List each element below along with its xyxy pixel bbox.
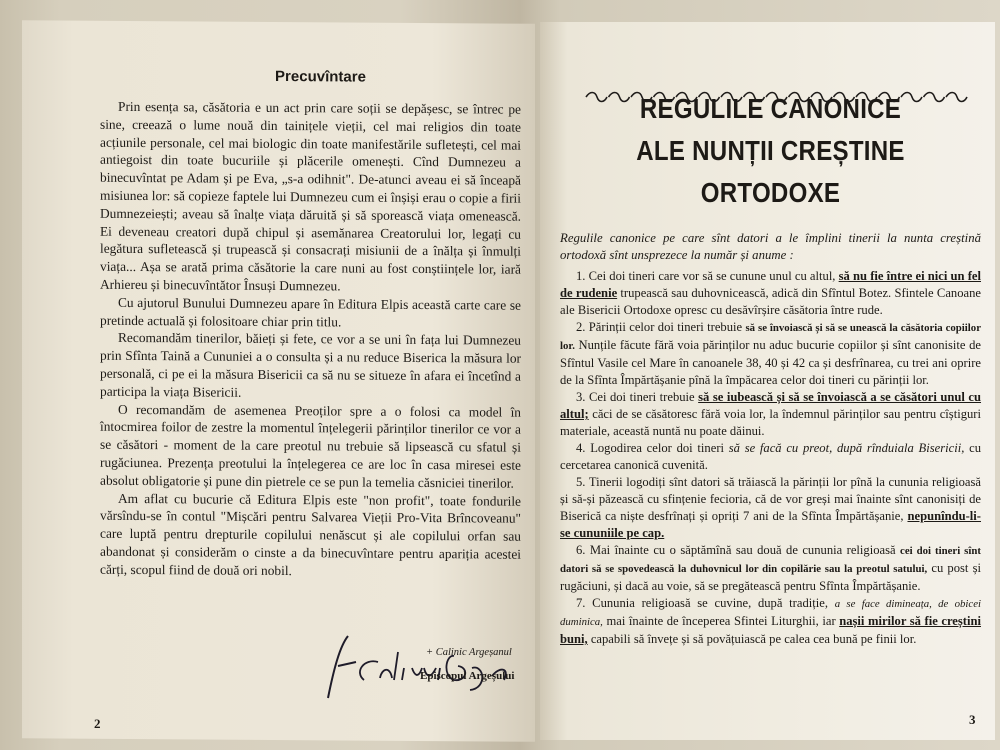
rule-4: 4. Logodirea celor doi tineri să se facă cu preot, după rînduiala Bisericii, cu cercetarea canonică cuvenită.: [560, 441, 981, 472]
rules-intro: Regulile canonice pe care sînt datori a le împlini tinerii la nunta creștină ortodoxă sînt unsprezece la număr și anume :: [560, 231, 981, 262]
rule-3: 3. Cei doi tineri trebuie să se iubească și să se învoiască a se căsători unul cu altul; căci de se căsătoresc fără voia lor, la îndemnul părinților sau pentru cîștiguri materiale, această nuntă nu poate dăinui.: [560, 390, 982, 438]
paragraph-2: Cu ajutorul Bunului Dumnezeu apare în Editura Elpis această carte care se pretinde actuală și folositoare chiar prin titlu.: [100, 294, 521, 330]
paragraph-4: O recomandăm de asemenea Preoților spre a o folosi ca model în întocmirea foilor de zestre la momentul înțelegerii părinților tinerilor ce vor a se căsători - moment de la care preotul nu trebuie să lipsească cu sfatul și rugăciunea. Prezența preotului la înțelegerea ce are loc în casa miresei este absolut obligatorie și pune din pietrele ce se pun la temelia căsniciei tinerilor.: [100, 401, 521, 491]
paragraph-5: Am aflat cu bucurie că Editura Elpis este "non profit", toate fondurile vărsîndu-se în contul "Mișcări pentru Salvarea Vieții Pro-Vita Brîncoveanu" care luptă pentru drepturile copilului nenăscut și ale copilului orfan sau abandonat și considerăm o cinste a da binecuvîntare pentru apariția acestei cărți, scopul fiind de două ori nobil.: [100, 490, 521, 578]
ornament-swirl: [834, 93, 855, 102]
rule-2: 2. Părinții celor doi tineri trebuie să se învoiască și să se unească la căsătoria copiilor lor. Nunțile făcute fără voia părinților nu aduc bucurie copiilor și sînt canonisite de Sfîntul Vasile cel Mare în canoanele 38, 40 și 42 ca și desfrînarea, cu trei ani oprire de la Sfînta Împărtășanie pînă la împăcarea celor doi tineri cu părinții lor.: [560, 320, 981, 387]
ornament-swirl: [631, 93, 652, 102]
rule-5: 5. Tinerii logodiți sînt datori să trăiască la părinții lor pînă la cununia religioasă și să-și păzească cu sfințenie fecioria, că de vor greși mai înainte sînt canonisiți de Biserică ca niște desfrînați și opriți 7 ani de la Sfînta Împărtășanie, nepunîndu-li-se cununiile pe cap.: [560, 475, 981, 540]
ornament-swirl: [744, 93, 765, 102]
decorative-border-ornament: [580, 90, 970, 104]
left-page-number: 2: [94, 716, 101, 731]
paragraph-3: Recomandăm tinerilor, băieți și fete, ce vor a se uni în fața lui Dumnezeu prin Sfînta Taină a Cununiei a o consulta și a nu reduce Biserica la măsura lor personală, ci pe ei la măsura Bisericii ca să nu se situeze în afara ei încetînd a participa la viața Bisericii.: [100, 330, 521, 400]
right-page-number: 3: [969, 712, 976, 727]
right-page-title: [589, 88, 951, 214]
title-line-3: ORTODOXE: [700, 177, 841, 208]
title-line-1: REGULILE CANONICE: [639, 93, 902, 124]
ornament-swirl: [676, 93, 697, 102]
title-line-2: ALE NUNȚII CREȘTINE: [636, 135, 905, 166]
ornament-swirl: [789, 93, 810, 102]
ornament-swirl: [586, 93, 607, 102]
ornament-swirl: [811, 93, 832, 102]
ornament-swirl: [856, 93, 877, 102]
signature-title: Episcopul Argeșului: [420, 670, 515, 682]
ornament-swirl: [946, 93, 967, 102]
rule-7: 7. Cununia religioasă se cuvine, după tradiție, a se face dimineața, de obicei duminica, mai înainte de începerea Sfintei Liturghii, iar nașii mirilor să fie creștini buni, capabili să învețe și să povățuiască pe calea cea bună pe finii lor.: [560, 596, 981, 646]
left-page-heading: Precuvîntare: [275, 67, 366, 86]
ornament-swirl: [721, 93, 742, 102]
ornament-swirl: [901, 93, 922, 102]
rule-6: 6. Mai înainte cu o săptămînă sau două de cununia religioasă cei doi tineri sînt datori să se spovedească la duhovnicul lor din copilărie sau la preotul satului, cu post și rugăciuni, și dacă au voie, să se pregătească pentru Sfînta Împărtășanie.: [560, 543, 981, 593]
ornament-swirl: [766, 93, 787, 102]
ornament-swirl: [654, 93, 675, 102]
ornament-swirl: [699, 93, 720, 102]
ornament-swirl: [609, 93, 630, 102]
handwritten-signature: [320, 628, 530, 708]
signature-name: + Calinic Argeșanul: [426, 647, 512, 658]
paragraph-1: Prin esența sa, căsătoria e un act prin care soții se depășesc, se întrec pe sine, creează o lume nouă din tainițele vieții, cel mai religios din toate acțiunile personale, cel mai biologic din toate manifestările sufletești, cel mai antiegoist din toate bucuriile și plăcerile omenești. Cînd Dumnezeu a binecuvîntat pe Adam și pe Eva, „s-a odihnit". De-atunci aveau ei să înceapă misiunea lor: să copieze faptele lui Dumnezeu cum ei înșiși erau o copie a firii Dumnezeiești; aveau să înalțe viața dăruită și să sporească viața omenească. Ei deveneau creatori după chipul și asemănarea Creatorului lor, legați cu legătura sufletească și trupească și consacrați misiunii de a înălța și înmulți viața... Așa se arată prima căsătorie la care nuni au fost conștiințele lor, iară Arhiereu și binecuvîntător Însuși Dumnezeu.: [100, 98, 521, 294]
right-page: [540, 22, 995, 740]
ornament-swirl: [924, 93, 945, 102]
ornament-swirl: [879, 93, 900, 102]
rule-1: 1. Cei doi tineri care vor să se cunune unul cu altul, să nu fie între ei nici un fel de rudenie trupească sau duhovnicească, adică din Sfîntul Botez. Sfintele Canoane ale Bisericii Ortodoxe opresc cu desăvîrșire căsătoria între rude.: [560, 269, 981, 317]
